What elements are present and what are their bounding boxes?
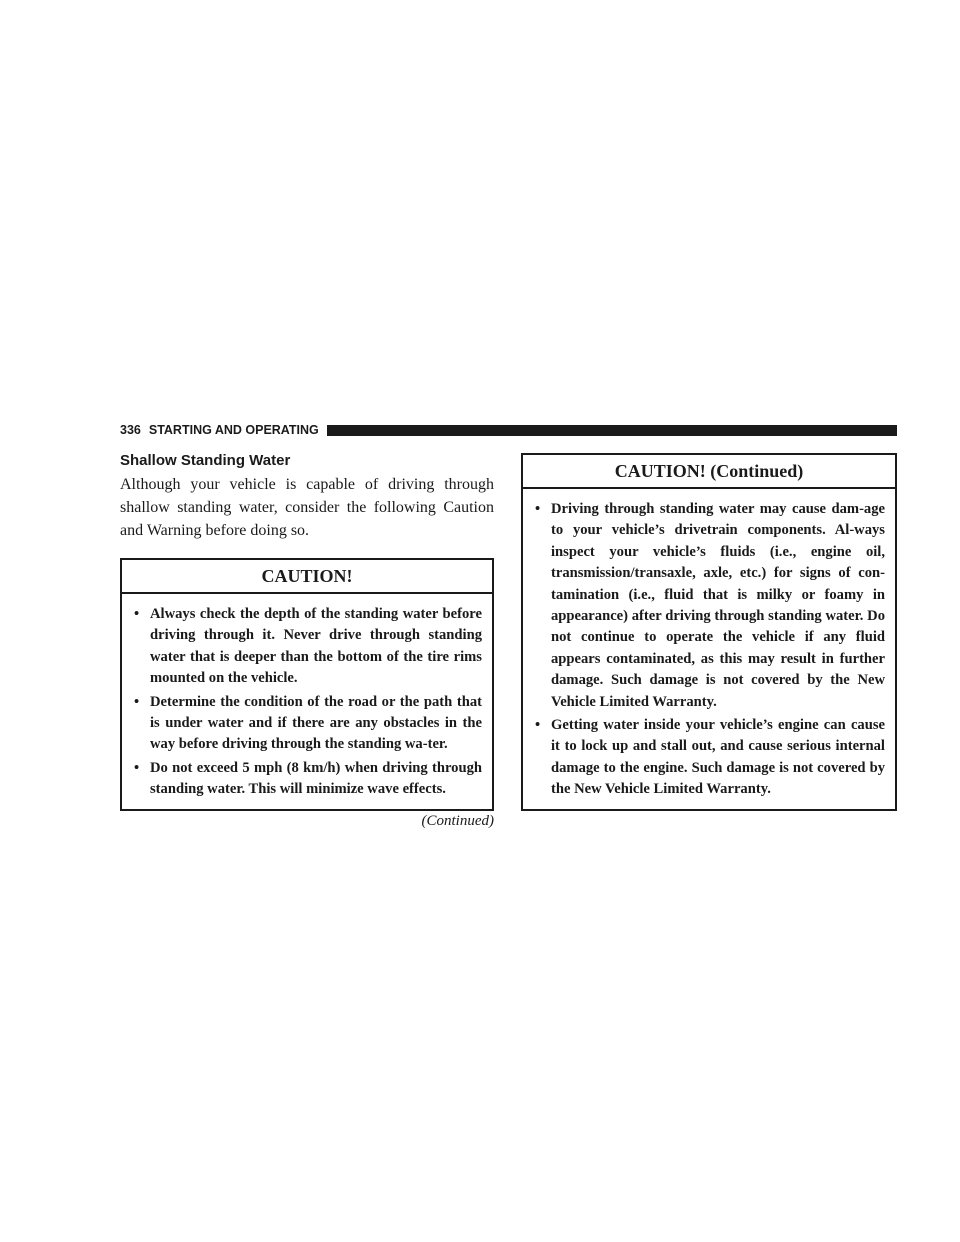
left-column <box>120 451 494 830</box>
bullet-icon: • <box>134 759 140 776</box>
caution-continued-title: CAUTION! (Continued) <box>523 455 895 489</box>
bullet-icon: • <box>134 606 140 622</box>
caution-item-text: Determine the condition of the road or the path that is under water and if there are any obstacles in the way before driving through the standing wa-ter. <box>150 693 482 753</box>
caution-item <box>132 604 482 690</box>
caution-list <box>122 594 492 809</box>
bullet-icon: • <box>535 501 541 517</box>
caution-item <box>533 715 885 801</box>
caution-item-text: Always check the depth of the standing water before driving through it. Never drive through standing water that is deeper than the bottom of the tire rims mounted on the vehicle. <box>150 606 482 687</box>
caution-title: CAUTION! <box>122 560 492 594</box>
right-column <box>521 453 897 811</box>
bullet-icon: • <box>134 693 140 710</box>
caution-item <box>132 692 482 756</box>
caution-item-text: Driving through standing water may cause dam-age to your vehicle’s drivetrain components. Al-ways inspect your vehicle’s fluids (i.e., engine oil, transmission/transaxle, axle, etc.) for signs of con-tamination (i.e., fluid that is milky or foamy in appearance) after driving through standing water. Do not continue to operate the vehicle if any fluid appears contaminated, as this may result in further damage. Such damage is not covered by the New Vehicle Limited Warranty. <box>551 501 885 710</box>
section-title: STARTING AND OPERATING <box>148 423 319 437</box>
header-rule <box>327 425 897 436</box>
bullet-icon: • <box>535 717 541 734</box>
caution-box <box>120 558 494 811</box>
page-number: 336 <box>120 423 141 437</box>
caution-continued-list <box>523 489 895 809</box>
caution-item <box>132 758 482 801</box>
intro-paragraph: Although your vehicle is capable of driving through shallow standing water, consider the following Caution and Warning before doing so. <box>120 476 494 539</box>
page-header <box>120 421 897 439</box>
caution-item <box>533 499 885 713</box>
continued-label: (Continued) <box>421 812 494 829</box>
caution-item-text: Do not exceed 5 mph (8 km/h) when driving through standing water. This will minimize wave effects. <box>150 759 482 798</box>
caution-continued-box <box>521 453 897 811</box>
subheading: Shallow Standing Water <box>120 452 291 469</box>
caution-item-text: Getting water inside your vehicle’s engine can cause it to lock up and stall out, and cause serious internal damage to the engine. Such damage is not covered by the New Vehicle Limited Warranty. <box>551 717 885 798</box>
